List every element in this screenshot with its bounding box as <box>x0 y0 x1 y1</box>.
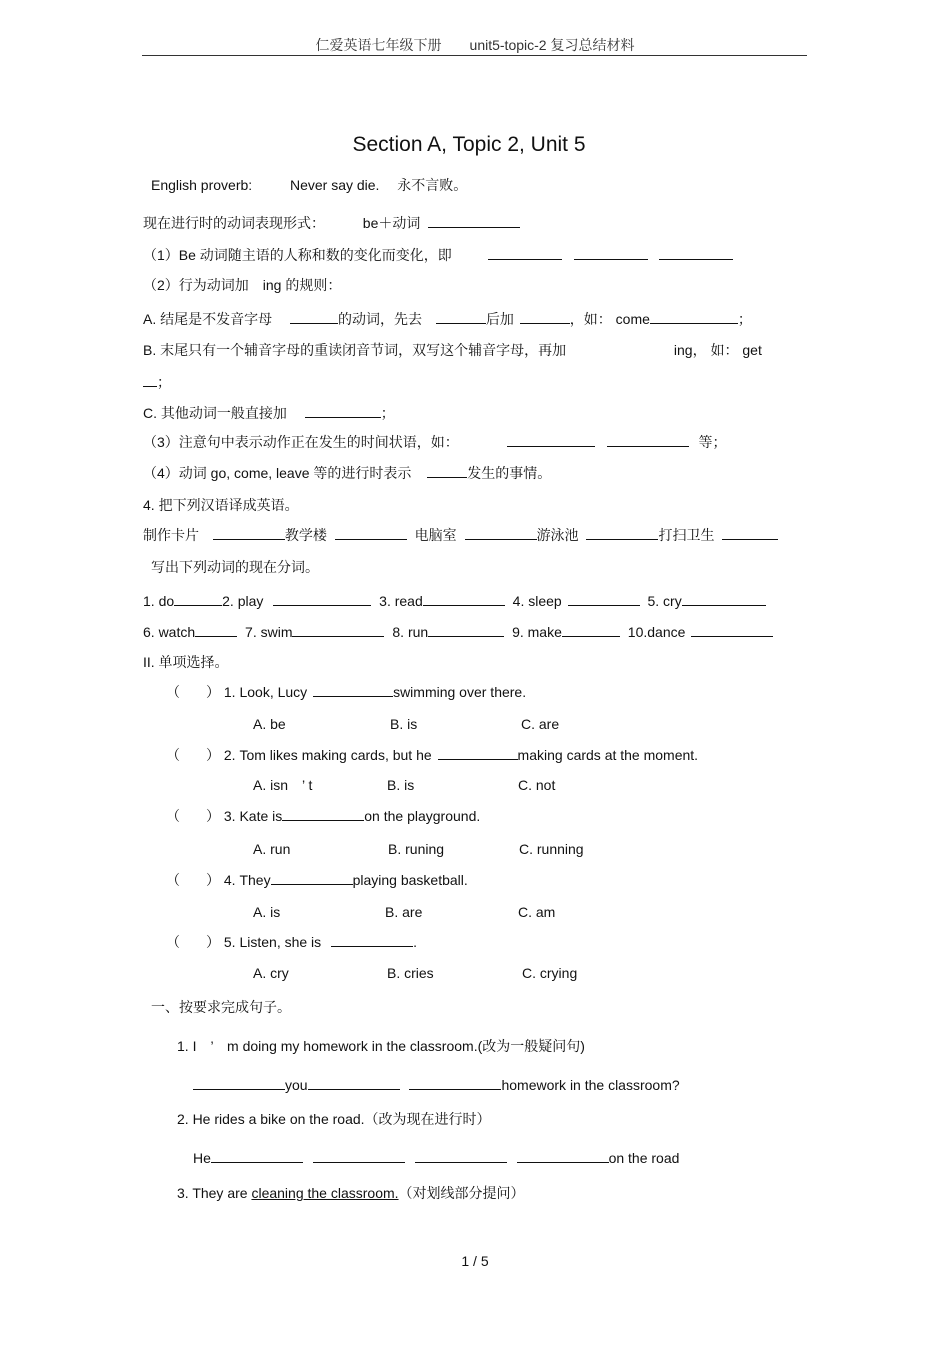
option-a[interactable]: A. run <box>253 841 291 857</box>
question-stem: 5. Listen, she is <box>223 934 322 950</box>
answer-blank[interactable] <box>415 1148 507 1163</box>
sentences-heading: 一、按要求完成句子。 <box>151 999 291 1015</box>
answer-blank[interactable] <box>436 309 486 324</box>
answer-word: you <box>285 1077 308 1093</box>
sentence-note: (改为一般疑问句) <box>477 1038 585 1054</box>
rule-b-text: B. 末尾只有一个辅音字母的重读闭音节词，双写这个辅音字母，再加 <box>143 342 567 358</box>
grammar-form-label: 现在进行时的动词表现形式： <box>143 215 325 231</box>
answer-blank[interactable] <box>313 1148 405 1163</box>
translate-item: 教学楼 <box>284 527 327 543</box>
question-stem: 3. Kate is <box>223 808 283 824</box>
answer-word: He <box>193 1150 211 1166</box>
page-title: Section A, Topic 2, Unit 5 <box>352 133 586 156</box>
rule-b-text: ； <box>157 374 171 390</box>
answer-paren-open: （ <box>166 872 180 888</box>
answer-blank[interactable] <box>659 245 733 260</box>
sentence-text: 3. They are <box>177 1185 252 1201</box>
option-b[interactable]: B. runing <box>388 841 445 857</box>
question-4 <box>166 870 468 889</box>
answer-blank[interactable] <box>428 213 520 228</box>
rule-3-text: 等； <box>698 434 727 450</box>
proverb-line <box>151 176 467 194</box>
option-a[interactable]: A. be <box>253 716 286 732</box>
participle-item: 6. watch <box>143 624 196 640</box>
answer-paren-open: （ <box>166 747 180 763</box>
answer-blank[interactable] <box>691 622 773 637</box>
rule-b-line <box>143 341 762 359</box>
participle-item: 7. swim <box>245 624 293 640</box>
choice-heading: II. 单项选择。 <box>143 654 229 670</box>
answer-blank[interactable] <box>574 245 648 260</box>
proverb-en: Never say die. <box>289 177 380 193</box>
answer-blank[interactable] <box>193 1075 285 1090</box>
answer-blank[interactable] <box>143 372 157 387</box>
question-stem: 2. Tom likes making cards, but he <box>223 747 432 763</box>
answer-blank[interactable] <box>568 591 640 606</box>
answer-paren-close: ） <box>206 684 220 700</box>
participles-row-2 <box>143 622 773 641</box>
question-stem: 1. Look, Lucy <box>223 684 308 700</box>
answer-blank[interactable] <box>271 870 353 885</box>
translate-item: 游泳池 <box>536 527 579 543</box>
rule-a-text: 后加 <box>485 311 514 327</box>
question-stem: making cards at the moment. <box>517 747 699 763</box>
grammar-form-value: be＋动词 <box>362 215 421 231</box>
question-1 <box>166 682 526 701</box>
rule-b-text: ing， 如： get <box>673 342 762 358</box>
participle-item: 9. make <box>512 624 562 640</box>
answer-blank[interactable] <box>650 309 738 324</box>
rule-a-text: ； <box>737 311 752 327</box>
proverb-cn: 永不言败。 <box>397 177 468 193</box>
page-number: 1 / 5 <box>461 1253 489 1269</box>
option-c[interactable]: C. not <box>518 777 556 793</box>
translate-line <box>143 525 778 544</box>
participles-row-1 <box>143 591 766 610</box>
question-stem: 4. They <box>223 872 271 888</box>
participle-item: 5. cry <box>647 593 682 609</box>
answer-blank[interactable] <box>335 525 407 540</box>
answer-blank[interactable] <box>438 745 518 760</box>
answer-blank[interactable] <box>427 463 467 478</box>
question-stem: on the playground. <box>364 808 481 824</box>
answer-blank[interactable] <box>465 525 537 540</box>
question-stem: . <box>413 934 417 950</box>
answer-blank[interactable] <box>423 591 505 606</box>
rule-a-text: 的动词，先去 <box>338 311 423 327</box>
option-b[interactable]: B. are <box>385 904 423 920</box>
question-3 <box>166 806 480 825</box>
option-a[interactable]: A. isn ’ t <box>253 777 313 793</box>
answer-blank[interactable] <box>273 591 371 606</box>
rule-c-text: ； <box>380 405 395 421</box>
translate-item: 电脑室 <box>414 527 457 543</box>
rule-c-text: C. 其他动词一般直接加 <box>143 405 287 421</box>
participle-item: 1. do <box>143 593 175 609</box>
answer-blank[interactable] <box>428 622 504 637</box>
option-c[interactable]: C. am <box>518 904 556 920</box>
rule-3-text: （3）注意句中表示动作正在发生的时间状语，如： <box>143 434 459 450</box>
option-c[interactable]: C. are <box>521 716 560 732</box>
question-2 <box>166 745 698 764</box>
option-c[interactable]: C. running <box>519 841 584 857</box>
answer-blank[interactable] <box>331 932 413 947</box>
rule-c-line <box>143 403 395 422</box>
answer-paren-close: ） <box>206 872 220 888</box>
answer-paren-open: （ <box>166 684 180 700</box>
translate-item: 打扫卫生 <box>658 527 715 543</box>
sentence-text: 1. I ’ m doing my homework in the classroom. <box>177 1038 478 1054</box>
grammar-form-line <box>143 213 520 232</box>
question-stem: playing basketball. <box>352 872 468 888</box>
rule-1-text: （1）Be 动词随主语的人称和数的变化而变化，即 <box>143 247 452 263</box>
answer-paren-open: （ <box>166 934 180 950</box>
rule-3-line <box>143 432 726 451</box>
option-a[interactable]: A. is <box>253 904 281 920</box>
rule-4-text: （4）动词 go, come, leave 等的进行时表示 <box>143 465 412 481</box>
rule-a-line <box>143 309 752 328</box>
answer-blank[interactable] <box>290 309 338 324</box>
option-b[interactable]: B. is <box>387 777 415 793</box>
participle-item: 2. play <box>222 593 264 609</box>
option-b[interactable]: B. cries <box>387 965 434 981</box>
proverb-label: English proverb: <box>151 177 253 193</box>
answer-blank[interactable] <box>520 309 570 324</box>
translate-item: 制作卡片 <box>143 527 199 543</box>
answer-blank[interactable] <box>488 245 562 260</box>
translate-heading: 4. 把下列汉语译成英语。 <box>143 497 299 513</box>
sentence-2: 2. He rides a bike on the road.（改为现在进行时） <box>177 1111 491 1127</box>
sentence-2-answer <box>193 1148 679 1167</box>
answer-blank[interactable] <box>282 806 364 821</box>
question-5 <box>166 932 417 951</box>
option-b[interactable]: B. is <box>390 716 418 732</box>
sentence-note: （对划线部分提问） <box>398 1185 525 1201</box>
answer-paren-open: （ <box>166 808 180 824</box>
participle-item: 3. read <box>379 593 423 609</box>
answer-blank[interactable] <box>682 591 766 606</box>
underlined-phrase: cleaning the classroom. <box>251 1185 399 1201</box>
rule-a-text: A. 结尾是不发音字母 <box>143 311 273 327</box>
question-stem: swimming over there. <box>393 684 527 700</box>
answer-word: homework in the classroom? <box>501 1077 680 1093</box>
answer-blank[interactable] <box>409 1075 501 1090</box>
answer-blank[interactable] <box>517 1148 609 1163</box>
answer-blank[interactable] <box>195 622 237 637</box>
rule-b-cont <box>143 372 171 391</box>
option-a[interactable]: A. cry <box>253 965 289 981</box>
rule-2-line: （2）行为动词加 ing 的规则： <box>143 277 342 293</box>
answer-blank[interactable] <box>292 622 384 637</box>
answer-blank[interactable] <box>211 1148 303 1163</box>
sentence-3 <box>177 1184 525 1202</box>
sentence-1-answer <box>193 1075 680 1094</box>
rule-4-line <box>143 463 551 482</box>
sentence-1 <box>177 1037 585 1055</box>
answer-blank[interactable] <box>586 525 658 540</box>
participles-heading: 写出下列动词的现在分词。 <box>151 559 319 575</box>
page-header: 仁爱英语七年级下册 unit5-topic-2 复习总结材料 <box>315 37 635 53</box>
answer-blank[interactable] <box>607 432 689 447</box>
answer-blank[interactable] <box>305 403 381 418</box>
answer-paren-close: ） <box>206 747 220 763</box>
option-c[interactable]: C. crying <box>522 965 578 981</box>
answer-blank[interactable] <box>507 432 595 447</box>
answer-blank[interactable] <box>308 1075 400 1090</box>
answer-blank[interactable] <box>722 525 778 540</box>
answer-blank[interactable] <box>313 682 393 697</box>
participle-item: 4. sleep <box>512 593 562 609</box>
answer-paren-close: ） <box>206 808 220 824</box>
answer-blank[interactable] <box>213 525 285 540</box>
header-divider <box>142 55 807 56</box>
rule-a-text: ，如： come <box>569 311 650 327</box>
answer-paren-close: ） <box>206 934 220 950</box>
participle-item: 10.dance <box>627 624 686 640</box>
answer-blank[interactable] <box>174 591 222 606</box>
participle-item: 8. run <box>392 624 429 640</box>
rule-4-text: 发生的事情。 <box>467 465 552 481</box>
answer-word: on the road <box>608 1150 680 1166</box>
answer-blank[interactable] <box>562 622 620 637</box>
rule-1-line <box>143 245 733 264</box>
